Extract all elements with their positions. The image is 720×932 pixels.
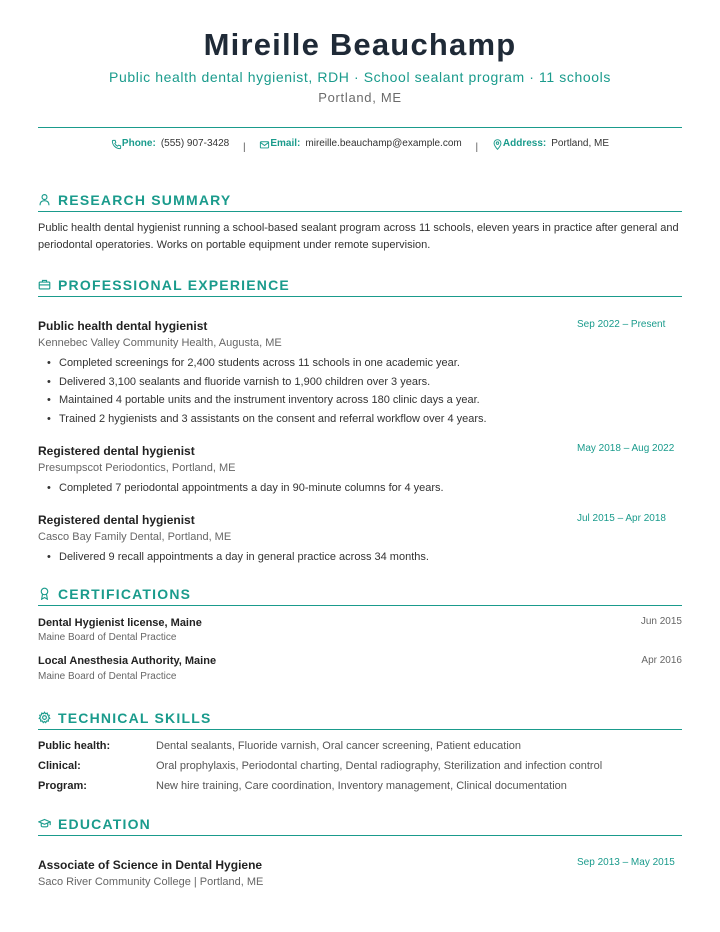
list-item: • Delivered 9 recall appointments a day in general practice across 34 months. <box>38 548 678 567</box>
section-title-experience: PROFESSIONAL EXPERIENCE <box>58 277 290 293</box>
list-item: • Completed screenings for 2,400 students across 11 schools in one academic year. <box>38 354 678 373</box>
contact-separator: | <box>242 141 246 153</box>
section-title-certifications: CERTIFICATIONS <box>58 586 192 602</box>
section-title-summary: RESEARCH SUMMARY <box>58 192 232 208</box>
section-professional-experience <box>38 277 682 297</box>
section-title-skills: TECHNICAL SKILLS <box>58 710 212 726</box>
education-dates: Sep 2013 – May 2015 <box>577 857 675 868</box>
certification-date: Apr 2016 <box>641 655 682 666</box>
briefcase-icon <box>38 278 51 291</box>
list-item: • Completed 7 periodontal appointments a day in 90-minute columns for 4 years. <box>38 479 678 498</box>
award-icon <box>38 587 51 600</box>
job-bullets <box>38 479 678 498</box>
address-value: Portland, ME <box>551 138 610 149</box>
candidate-tagline: Public health dental hygienist, RDH · School sealant program · 11 schools <box>109 69 611 85</box>
certification-name: Dental Hygienist license, Maine <box>38 617 202 629</box>
email-label: Email: <box>270 138 301 149</box>
graduation-cap-icon <box>38 817 51 830</box>
job-organization: Casco Bay Family Dental, Portland, ME <box>38 531 232 543</box>
gear-icon <box>38 711 51 724</box>
phone-label: Phone: <box>121 138 156 149</box>
job-dates: Jul 2015 – Apr 2018 <box>577 513 666 524</box>
contact-bar <box>0 137 720 155</box>
list-item: • Maintained 4 portable units and the instrument inventory across 180 clinic days a year. <box>38 391 678 410</box>
skill-label: Clinical: <box>38 760 81 772</box>
map-pin-icon <box>492 139 503 150</box>
job-bullets <box>38 548 678 567</box>
email-value[interactable]: mireille.beauchamp@example.com <box>305 138 462 149</box>
skill-label: Public health: <box>38 740 111 752</box>
job-title: Public health dental hygienist <box>38 319 208 333</box>
certification-issuer: Maine Board of Dental Practice <box>38 632 177 643</box>
header-divider <box>38 127 682 128</box>
job-dates: Sep 2022 – Present <box>577 319 666 330</box>
list-item: • Delivered 3,100 sealants and fluoride varnish to 1,900 children over 3 years. <box>38 373 678 392</box>
section-education <box>38 816 682 836</box>
skill-value: Dental sealants, Fluoride varnish, Oral cancer screening, Patient education <box>156 740 522 752</box>
certification-issuer: Maine Board of Dental Practice <box>38 671 177 682</box>
section-title-education: EDUCATION <box>58 816 151 832</box>
job-organization: Kennebec Valley Community Health, Augusta, ME <box>38 337 282 349</box>
list-item: • Trained 2 hygienists and 3 assistants on the consent and referral workflow over 4 years. <box>38 410 678 429</box>
contact-email <box>259 137 461 151</box>
envelope-icon <box>259 139 270 150</box>
user-icon <box>38 193 51 206</box>
job-organization: Presumpscot Periodontics, Portland, ME <box>38 462 236 474</box>
candidate-location: Portland, ME <box>318 90 402 105</box>
candidate-name: Mireille Beauchamp <box>203 27 517 62</box>
job-bullets <box>38 354 678 429</box>
job-title: Registered dental hygienist <box>38 444 195 458</box>
address-label: Address: <box>502 138 547 149</box>
contact-address <box>492 137 609 151</box>
section-research-summary <box>38 192 682 212</box>
phone-icon <box>111 139 122 150</box>
resume-header <box>0 26 720 106</box>
summary-text: Public health dental hygienist running a school-based sealant program across 11 schools, eleven years in practice after general and periodontal operatories. Works on portable equipment under remote supervision. <box>38 222 679 251</box>
job-dates: May 2018 – Aug 2022 <box>577 443 675 454</box>
certification-date: Jun 2015 <box>640 616 682 627</box>
education-school: Saco River Community College | Portland, ME <box>38 876 264 888</box>
contact-separator: | <box>475 141 479 153</box>
certification-name: Local Anesthesia Authority, Maine <box>38 655 217 667</box>
contact-phone <box>111 137 229 151</box>
section-technical-skills <box>38 710 682 730</box>
skill-value: Oral prophylaxis, Periodontal charting, Dental radiography, Sterilization and infection control <box>156 760 603 772</box>
skill-label: Program: <box>38 780 87 792</box>
section-certifications <box>38 586 682 606</box>
job-title: Registered dental hygienist <box>38 513 195 527</box>
education-degree: Associate of Science in Dental Hygiene <box>38 858 263 872</box>
phone-value[interactable]: (555) 907-3428 <box>160 138 230 149</box>
skill-value: New hire training, Care coordination, Inventory management, Clinical documentation <box>156 780 567 792</box>
